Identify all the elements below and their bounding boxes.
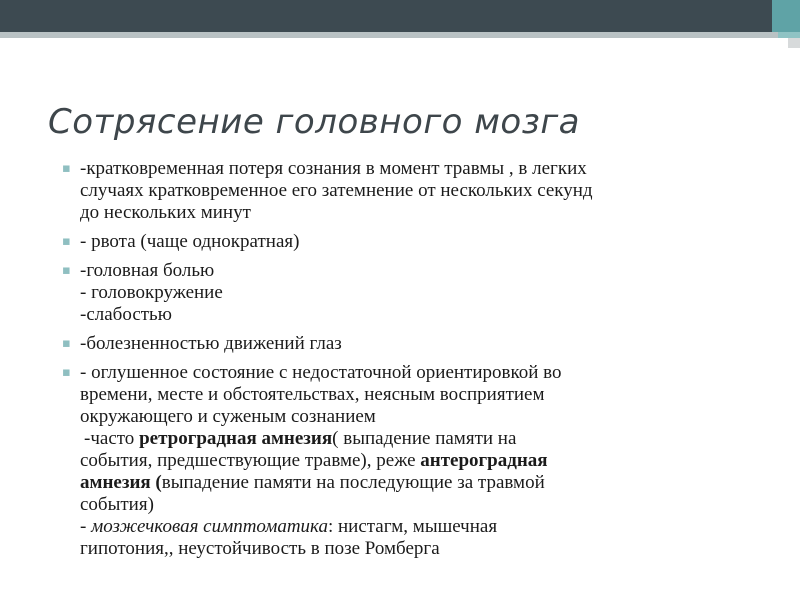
bullet-item xyxy=(62,260,762,326)
bullet-line xyxy=(80,428,762,450)
slide-title: Сотрясение головного мозга xyxy=(48,102,581,142)
bullet-line: времени, месте и обстоятельствах, неясным восприятием xyxy=(80,384,545,405)
text-run: выпадение памяти на последующие за травмой xyxy=(161,472,545,493)
bullet-line: гипотония,, неустойчивость в позе Ромберга xyxy=(80,538,440,559)
bullet-line xyxy=(80,516,762,538)
bullet-item xyxy=(62,158,762,224)
bullet-line: -болезненностью движений глаз xyxy=(80,333,342,354)
slide-content xyxy=(62,158,762,567)
bullet-line: - рвота (чаще однократная) xyxy=(80,231,300,252)
bullet-icon: ▪ xyxy=(62,365,71,380)
top-right-accent-gray xyxy=(788,38,800,48)
italic-term: мозжечковая симптоматика xyxy=(91,516,328,537)
bullet-line: - оглушенное состояние с недостаточной ориентировкой во xyxy=(80,362,562,383)
bullet-line: -головная болью xyxy=(80,260,215,281)
bullet-icon: ▪ xyxy=(62,161,71,176)
bullet-line: до нескольких минут xyxy=(80,202,251,223)
bullet-item xyxy=(62,231,762,253)
top-decorative-line xyxy=(0,32,800,38)
bullet-line xyxy=(80,472,762,494)
text-run: : нистагм, мышечная xyxy=(327,516,498,537)
bullet-line: -слабостью xyxy=(80,304,172,325)
bullet-icon: ▪ xyxy=(62,234,71,249)
bullet-item xyxy=(62,333,762,355)
text-run: - xyxy=(80,516,92,537)
emphasis-term: антероградная xyxy=(420,450,548,471)
bullet-item xyxy=(62,362,762,560)
bullet-line: случаях кратковременное его затемнение от нескольких секунд xyxy=(80,180,593,201)
emphasis-term: ретроградная амнезия xyxy=(139,428,333,449)
top-decorative-band xyxy=(0,0,800,32)
text-run: -часто xyxy=(84,428,140,449)
bullet-line: -кратковременная потеря сознания в момент травмы , в легких xyxy=(80,158,587,179)
text-run: события, предшествующие травме), реже xyxy=(80,450,421,471)
bullet-line: события) xyxy=(80,494,154,515)
emphasis-term: амнезия ( xyxy=(80,472,162,493)
bullet-icon: ▪ xyxy=(62,336,71,351)
bullet-line xyxy=(80,450,762,472)
bullet-line: - головокружение xyxy=(80,282,223,303)
text-run: ( выпадение памяти на xyxy=(332,428,517,449)
top-right-accent xyxy=(772,0,800,32)
bullet-icon: ▪ xyxy=(62,263,71,278)
bullet-line: окружающего и суженым сознанием xyxy=(80,406,376,427)
